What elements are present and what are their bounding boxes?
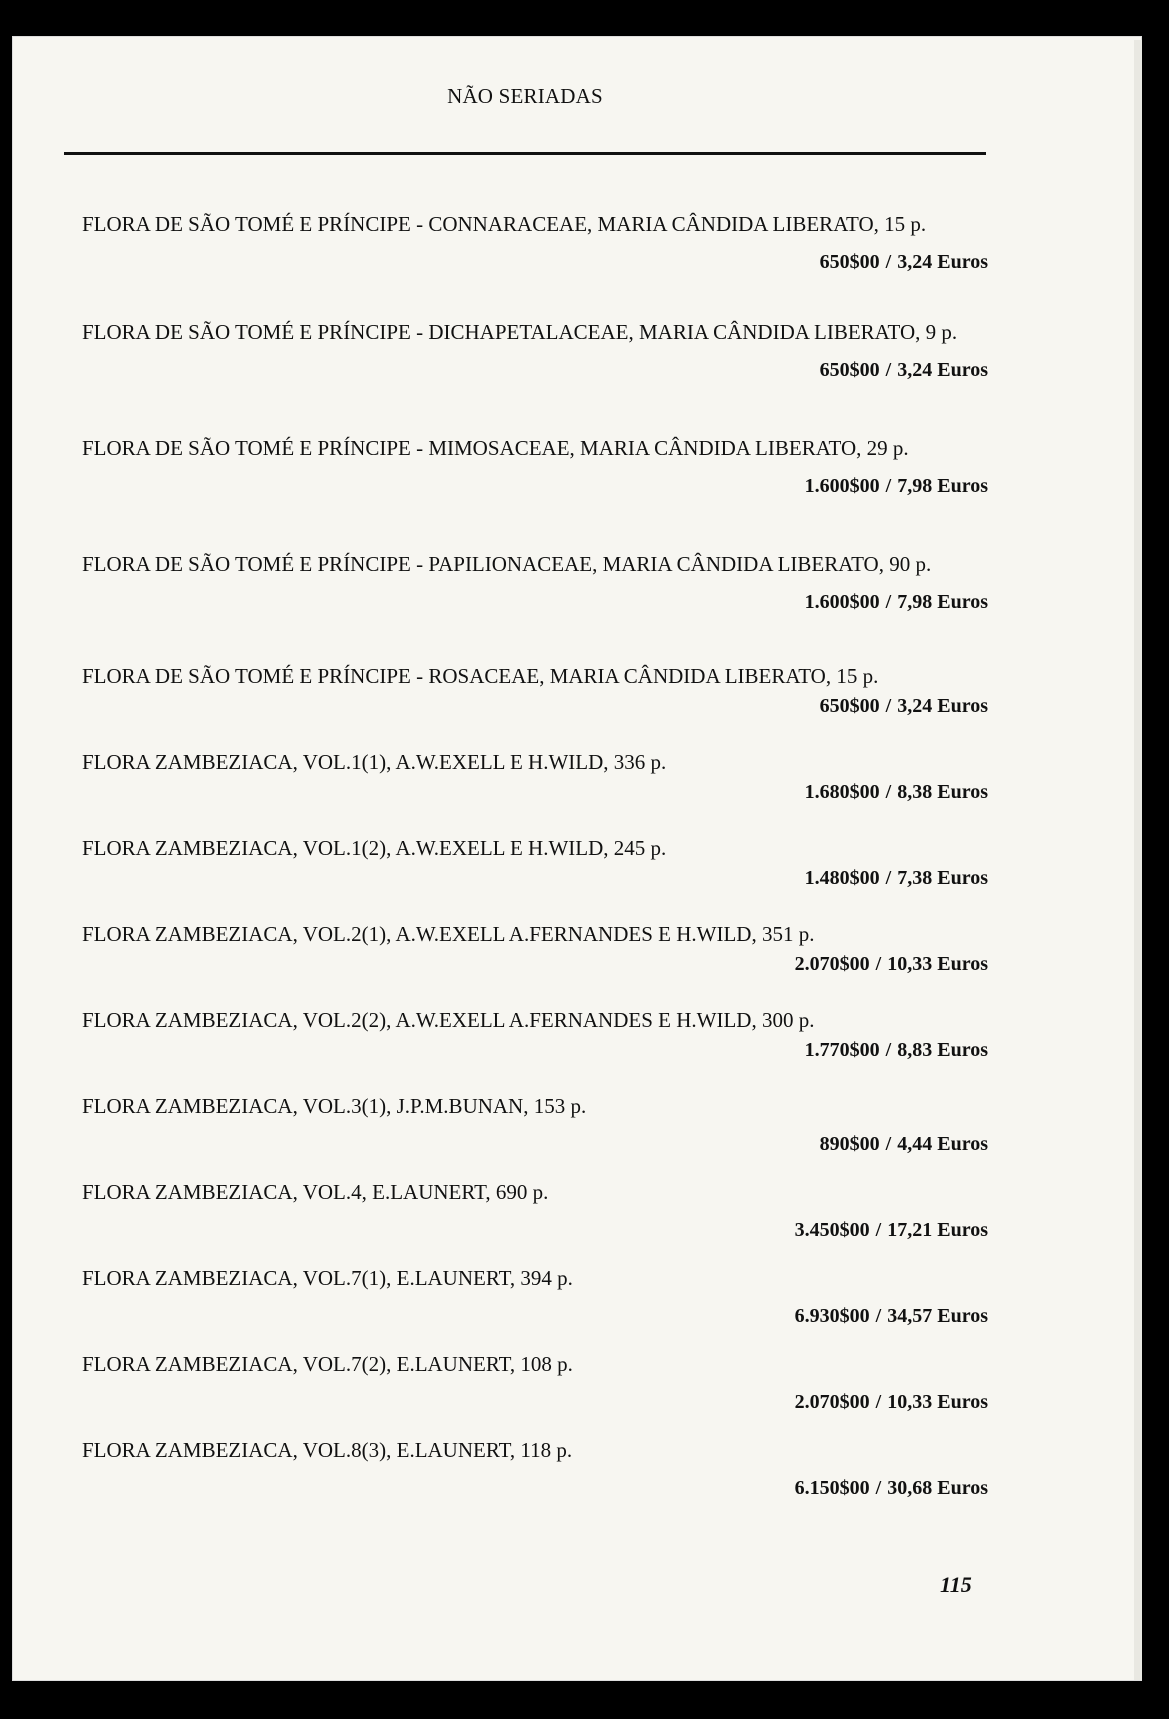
entry-price [82, 248, 988, 276]
entry-title: FLORA ZAMBEZIACA, VOL.4, E.LAUNERT, 690 p. [82, 1180, 549, 1204]
price-separator: / [885, 1133, 892, 1155]
entry-price [82, 472, 988, 500]
price-separator: / [885, 591, 892, 613]
price-escudos: 6.930$00 [794, 1305, 870, 1327]
entry-price [82, 588, 988, 616]
price-separator: / [885, 1039, 892, 1061]
price-euros: 4,44 Euros [897, 1133, 988, 1155]
price-separator: / [875, 1391, 882, 1413]
catalog-entry [82, 434, 988, 550]
price-escudos: 650$00 [819, 359, 880, 381]
price-euros: 8,83 Euros [897, 1039, 988, 1061]
price-separator: / [885, 695, 892, 717]
entry-price [82, 1130, 988, 1158]
entry-price [82, 864, 988, 892]
entry-title: FLORA DE SÃO TOMÉ E PRÍNCIPE - PAPILIONACEAE, MARIA CÂNDIDA LIBERATO, 90 p. [82, 552, 932, 576]
catalog-entry [82, 834, 988, 920]
price-separator: / [885, 475, 892, 497]
price-euros: 10,33 Euros [887, 953, 988, 975]
price-separator: / [875, 1219, 882, 1241]
price-euros: 34,57 Euros [887, 1305, 988, 1327]
price-escudos: 2.070$00 [794, 953, 870, 975]
header-rule [64, 152, 986, 155]
price-escudos: 650$00 [819, 695, 880, 717]
catalog-entry [82, 318, 988, 434]
page-number: 115 [940, 1572, 972, 1597]
price-escudos: 6.150$00 [794, 1477, 870, 1499]
entry-title: FLORA ZAMBEZIACA, VOL.7(2), E.LAUNERT, 108 p. [82, 1352, 573, 1376]
price-escudos: 650$00 [819, 251, 880, 273]
entry-title: FLORA ZAMBEZIACA, VOL.1(2), A.W.EXELL E H.WILD, 245 p. [82, 836, 667, 860]
catalog-entry [82, 1178, 988, 1264]
entry-price [82, 356, 988, 384]
price-separator: / [875, 1477, 882, 1499]
price-escudos: 2.070$00 [794, 1391, 870, 1413]
price-separator: / [885, 251, 892, 273]
catalog-entry [82, 920, 988, 1006]
price-escudos: 3.450$00 [794, 1219, 870, 1241]
price-euros: 7,98 Euros [897, 475, 988, 497]
entry-price [82, 692, 988, 720]
price-euros: 3,24 Euros [897, 695, 988, 717]
catalog-entry [82, 210, 988, 318]
price-escudos: 1.480$00 [804, 867, 880, 889]
entry-title: FLORA DE SÃO TOMÉ E PRÍNCIPE - ROSACEAE, MARIA CÂNDIDA LIBERATO, 15 p. [82, 664, 879, 688]
entry-title: FLORA DE SÃO TOMÉ E PRÍNCIPE - CONNARACEAE, MARIA CÂNDIDA LIBERATO, 15 p. [82, 212, 927, 236]
entry-title: FLORA ZAMBEZIACA, VOL.1(1), A.W.EXELL E H.WILD, 336 p. [82, 750, 667, 774]
entry-title: FLORA ZAMBEZIACA, VOL.7(1), E.LAUNERT, 394 p. [82, 1266, 573, 1290]
price-euros: 7,38 Euros [897, 867, 988, 889]
entry-title: FLORA ZAMBEZIACA, VOL.2(1), A.W.EXELL A.FERNANDES E H.WILD, 351 p. [82, 922, 815, 946]
page-header: NÃO SERIADAS [447, 84, 603, 108]
price-euros: 3,24 Euros [897, 359, 988, 381]
price-euros: 30,68 Euros [887, 1477, 988, 1499]
entry-price [82, 1216, 988, 1244]
entry-price [82, 1474, 988, 1502]
price-euros: 3,24 Euros [897, 251, 988, 273]
catalog-entry [82, 1264, 988, 1350]
price-euros: 10,33 Euros [887, 1391, 988, 1413]
entry-price [82, 1388, 988, 1416]
entry-price [82, 1036, 988, 1064]
price-euros: 8,38 Euros [897, 781, 988, 803]
catalog-entry [82, 662, 988, 748]
price-separator: / [875, 1305, 882, 1327]
page-edge [1134, 40, 1142, 1680]
catalog-entry [82, 1350, 988, 1436]
price-separator: / [885, 359, 892, 381]
entry-title: FLORA ZAMBEZIACA, VOL.2(2), A.W.EXELL A.FERNANDES E H.WILD, 300 p. [82, 1008, 815, 1032]
price-euros: 17,21 Euros [887, 1219, 988, 1241]
catalog-entry [82, 748, 988, 834]
catalog-entry [82, 1436, 988, 1522]
price-escudos: 1.600$00 [804, 591, 880, 613]
price-escudos: 1.770$00 [804, 1039, 880, 1061]
entry-title: FLORA DE SÃO TOMÉ E PRÍNCIPE - MIMOSACEAE, MARIA CÂNDIDA LIBERATO, 29 p. [82, 436, 909, 460]
entry-price [82, 1302, 988, 1330]
price-euros: 7,98 Euros [897, 591, 988, 613]
catalog-entry [82, 1092, 988, 1178]
price-escudos: 1.680$00 [804, 781, 880, 803]
price-separator: / [885, 867, 892, 889]
entry-title: FLORA ZAMBEZIACA, VOL.3(1), J.P.M.BUNAN, 153 p. [82, 1094, 587, 1118]
entry-price [82, 950, 988, 978]
entry-title: FLORA ZAMBEZIACA, VOL.8(3), E.LAUNERT, 118 p. [82, 1438, 573, 1462]
entry-price [82, 778, 988, 806]
price-separator: / [875, 953, 882, 975]
catalog-entry [82, 550, 988, 662]
catalog-entry [82, 1006, 988, 1092]
catalog-list [82, 210, 988, 1522]
entry-title: FLORA DE SÃO TOMÉ E PRÍNCIPE - DICHAPETALACEAE, MARIA CÂNDIDA LIBERATO, 9 p. [82, 320, 958, 344]
price-escudos: 1.600$00 [804, 475, 880, 497]
price-escudos: 890$00 [819, 1133, 880, 1155]
price-separator: / [885, 781, 892, 803]
